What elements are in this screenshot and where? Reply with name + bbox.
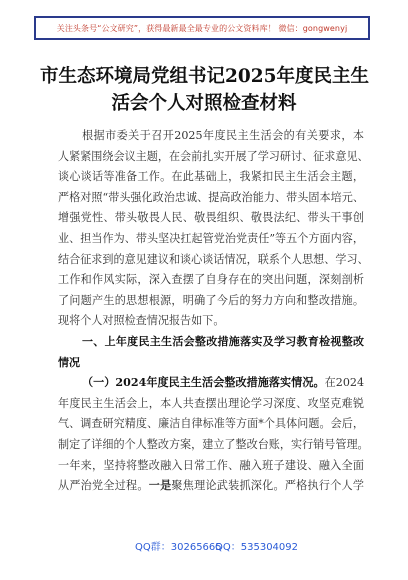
paragraph-intro xyxy=(58,126,369,332)
document-body xyxy=(58,126,369,497)
page-footer xyxy=(0,538,408,556)
section-heading-1 xyxy=(58,332,364,373)
footer-qq: QQ：535304092 xyxy=(215,542,299,553)
body-line: 制定了详细的个人整改方案，建立了整改台账，实行销号管理。 xyxy=(58,437,369,451)
body-line xyxy=(58,373,364,394)
body-line: 结合征求到的意见建议和谈心谈话情况，联系个人思想、学习、 xyxy=(58,252,369,266)
body-line: 了问题产生的思想根源，明确了今后的努力方向和整改措施。 xyxy=(58,293,364,307)
body-line xyxy=(58,476,364,497)
title-line-2: 活会个人对照检查材料 xyxy=(111,93,297,114)
title-line-1: 市生态环境局党组书记2025年度民主生 xyxy=(40,66,369,87)
subsection-heading: （一）2024年度民主生活会整改措施落实情况。 xyxy=(82,376,325,390)
body-text-span: 从严治党全过程。 xyxy=(58,479,149,493)
emphasis-text: 一是 xyxy=(148,479,172,493)
body-line: 增强党性、带头敬畏人民、敬畏组织、敬畏法纪、带头干事创 xyxy=(58,211,364,225)
body-line: 谈心谈话等准备工作。在此基础上，我紧扣民主生活会主题， xyxy=(58,170,364,184)
body-line: 工作和作风实际，深入查摆了自身存在的突出问题，深刻剖析 xyxy=(58,273,364,287)
heading-line: 情况 xyxy=(58,355,80,369)
body-line: 业、担当作为、带头坚决扛起管党治党责任”等五个方面内容， xyxy=(58,231,364,245)
body-line: 气、调查研究精度、廉洁自律标准等方面*个具体问题。会后， xyxy=(58,417,364,431)
promo-banner xyxy=(34,16,370,40)
banner-text: 关注头条号“公文研究”，获得最新最全最专业的公文资料库！ 微信： xyxy=(56,23,303,33)
footer-qq-group: QQ群：30265665 xyxy=(135,542,222,553)
heading-line: 一、上年度民主生活会整改措施落实及学习教育检视整改 xyxy=(82,334,364,348)
body-line: 根据市委关于召开2025年度民主生活会的有关要求，本 xyxy=(82,129,364,142)
document-title xyxy=(40,63,368,117)
banner-wechat-id: gongwenyj xyxy=(302,23,348,33)
body-line: 年度民主生活会上，本人共查摆出理论学习深度、攻坚克难锐 xyxy=(58,396,364,410)
body-line-rest: 在2024 xyxy=(324,376,364,390)
body-line: 现将个人对照检查情况报告如下。 xyxy=(58,314,225,328)
body-line: 人紧紧围绕会议主题，在会前扎实开展了学习研讨、征求意见、 xyxy=(58,149,369,163)
body-text-span: 聚焦理论武装抓深化。严格执行个人学 xyxy=(171,479,364,493)
body-line: 严格对照“带头强化政治忠诚、提高政治能力、带头固本培元、 xyxy=(58,190,364,204)
body-line: 一年来，坚持将整改融入日常工作、融入班子建设、融入全面 xyxy=(58,458,364,472)
paragraph-rectification xyxy=(58,373,369,497)
